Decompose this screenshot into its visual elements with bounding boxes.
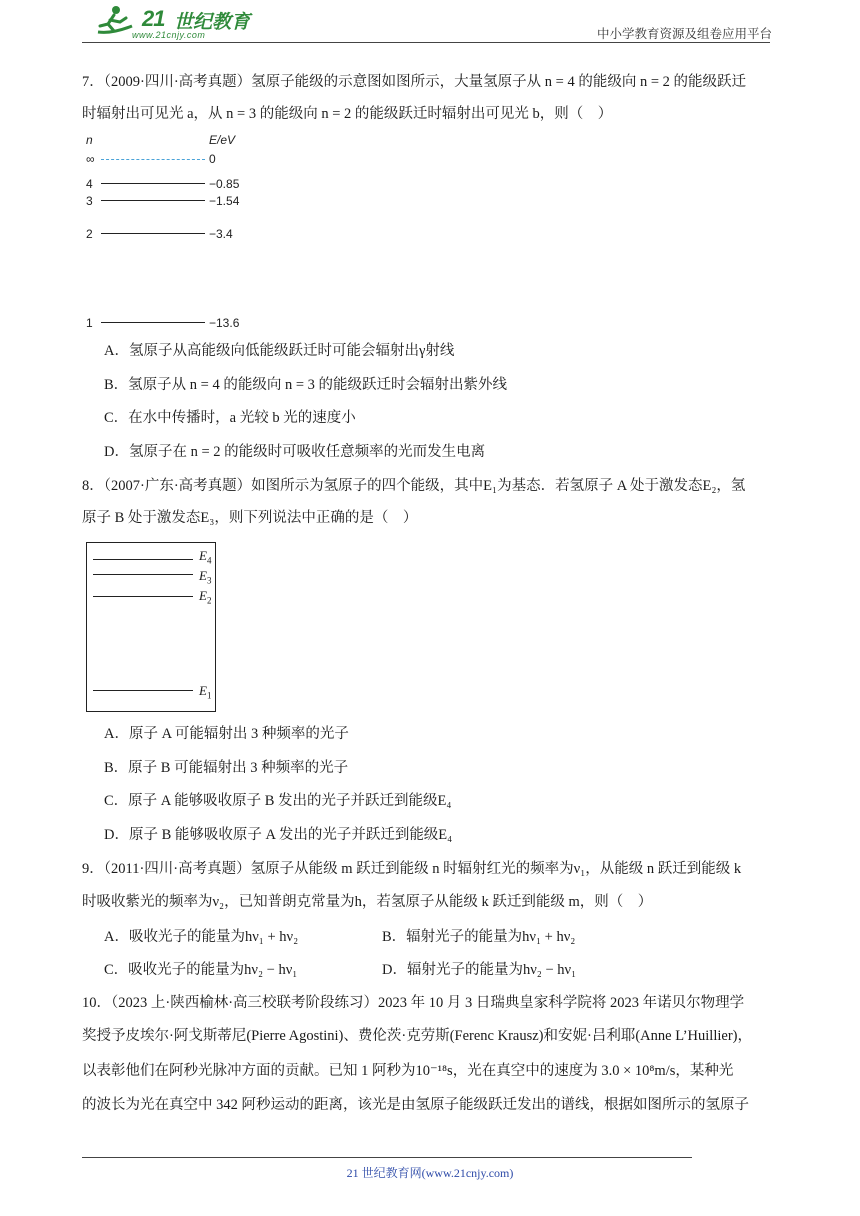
level-n-1: 1 [86, 316, 93, 330]
footer-divider [82, 1157, 692, 1158]
level-label-e4: $E_4$ [199, 548, 212, 566]
diagram-e-header: E/eV [209, 133, 236, 147]
q8-option-b[interactable]: B．原子 B 可能辐射出 3 种频率的光子 [104, 760, 349, 776]
header-platform-text: 中小学教育资源及组卷应用平台 [596, 26, 772, 41]
q8-option-d[interactable]: D．原子 B 能够吸收原子 A 发出的光子并跃迁到能级E₄ [104, 827, 453, 843]
level-line-e3 [93, 574, 193, 575]
header-divider [82, 42, 770, 43]
level-label-e2: $E_2$ [199, 588, 212, 606]
diagram-n-header: n [86, 133, 93, 147]
q9-option-d[interactable]: D．辐射光子的能量为hν₂ − hν₁ [382, 962, 577, 978]
q7-energy-level-diagram [84, 133, 264, 333]
level-n-4: 4 [86, 177, 93, 191]
q7-stem-line2: 时辐射出可见光 a，从 n = 3 的能级向 n = 2 的能级跃迁时辐射出可见光 b，则（ ） [82, 106, 613, 122]
level-line-e1 [93, 690, 193, 691]
footer-text[interactable]: 21 世纪教育网(www.21cnjy.com) [346, 1166, 514, 1180]
site-logo[interactable] [92, 4, 262, 40]
level-n-inf: ∞ [86, 152, 95, 166]
level-line-3 [101, 200, 205, 201]
level-line-inf [101, 159, 205, 160]
level-e-4: −0.85 [209, 177, 240, 191]
level-line-e4 [93, 559, 193, 560]
level-label-e1: $E_1$ [199, 683, 212, 701]
q7-stem-line1: 7．（2009·四川·高考真题）氢原子能级的示意图如图所示，大量氢原子从 n = 4 的能级向 n = 2 的能级跃迁 [82, 74, 747, 90]
level-line-e2 [93, 596, 193, 597]
q10-stem-line2: 奖授予皮埃尔·阿戈斯蒂尼(Pierre Agostini)、费伦茨·克劳斯(Ferenc Krausz)和安妮·吕利耶(Anne L’Huillier)， [82, 1028, 752, 1044]
level-n-2: 2 [86, 227, 93, 241]
level-line-4 [101, 183, 205, 184]
level-n-3: 3 [86, 194, 93, 208]
q7-option-d[interactable]: D．氢原子在 n = 2 的能级时可吸收任意频率的光而发生电离 [104, 444, 486, 460]
q7-option-a[interactable]: A．氢原子从高能级向低能级跃迁时可能会辐射出γ射线 [104, 343, 455, 359]
level-e-1: −13.6 [209, 316, 240, 330]
q10-stem-line4: 的波长为光在真空中 342 阿秒运动的距离，该光是由氢原子能级跃迁发出的谱线，根据如图所示的氢原子 [82, 1097, 749, 1113]
level-e-2: −3.4 [209, 227, 233, 241]
level-e-inf: 0 [209, 152, 216, 166]
q7-option-c[interactable]: C．在水中传播时，a 光较 b 光的速度小 [104, 410, 356, 426]
logo-url: www.21cnjy.com [132, 30, 206, 40]
level-e-3: −1.54 [209, 194, 240, 208]
q10-stem-line1: 10．（2023 上·陕西榆林·高三校联考阶段练习）2023 年 10 月 3 日瑞典皇家科学院将 2023 年诺贝尔物理学 [82, 995, 745, 1011]
q8-four-level-diagram [86, 542, 216, 712]
q8-stem-line2: 原子 B 处于激发态E₃，则下列说法中正确的是（ ） [82, 510, 418, 526]
logo-number: 21 [142, 6, 165, 31]
q8-option-c[interactable]: C．原子 A 能够吸收原子 B 发出的光子并跃迁到能级E₄ [104, 793, 452, 809]
level-label-e3: $E_3$ [199, 568, 212, 586]
q10-stem-line3: 以表彰他们在阿秒光脉冲方面的贡献。已知 1 阿秒为10⁻¹⁸s，光在真空中的速度为 3.0 × 10⁸m/s，某种光 [82, 1063, 734, 1079]
q9-option-b[interactable]: B．辐射光子的能量为hν₁ + hν₂ [382, 929, 576, 945]
q9-option-c[interactable]: C．吸收光子的能量为hν₂ − hν₁ [104, 962, 298, 978]
q7-option-b[interactable]: B．氢原子从 n = 4 的能级向 n = 3 的能级跃迁时会辐射出紫外线 [104, 377, 508, 393]
level-line-1 [101, 322, 205, 323]
q8-option-a[interactable]: A．原子 A 可能辐射出 3 种频率的光子 [104, 726, 349, 742]
logo-text: 世纪教育 [174, 11, 251, 33]
q8-stem-line1: 8．（2007·广东·高考真题）如图所示为氢原子的四个能级，其中E₁为基态．若氢原子 A 处于激发态E₂，氢 [82, 478, 746, 494]
q9-option-a[interactable]: A．吸收光子的能量为hν₁ + hν₂ [104, 929, 299, 945]
q9-stem-line1: 9．（2011·四川·高考真题）氢原子从能级 m 跃迁到能级 n 时辐射红光的频率为ν₁，从能级 n 跃迁到能级 k [82, 861, 742, 877]
level-line-2 [101, 233, 205, 234]
q9-stem-line2: 时吸收紫光的频率为ν₂，已知普朗克常量为h，若氢原子从能级 k 跃迁到能级 m，则（ ） [82, 894, 653, 910]
